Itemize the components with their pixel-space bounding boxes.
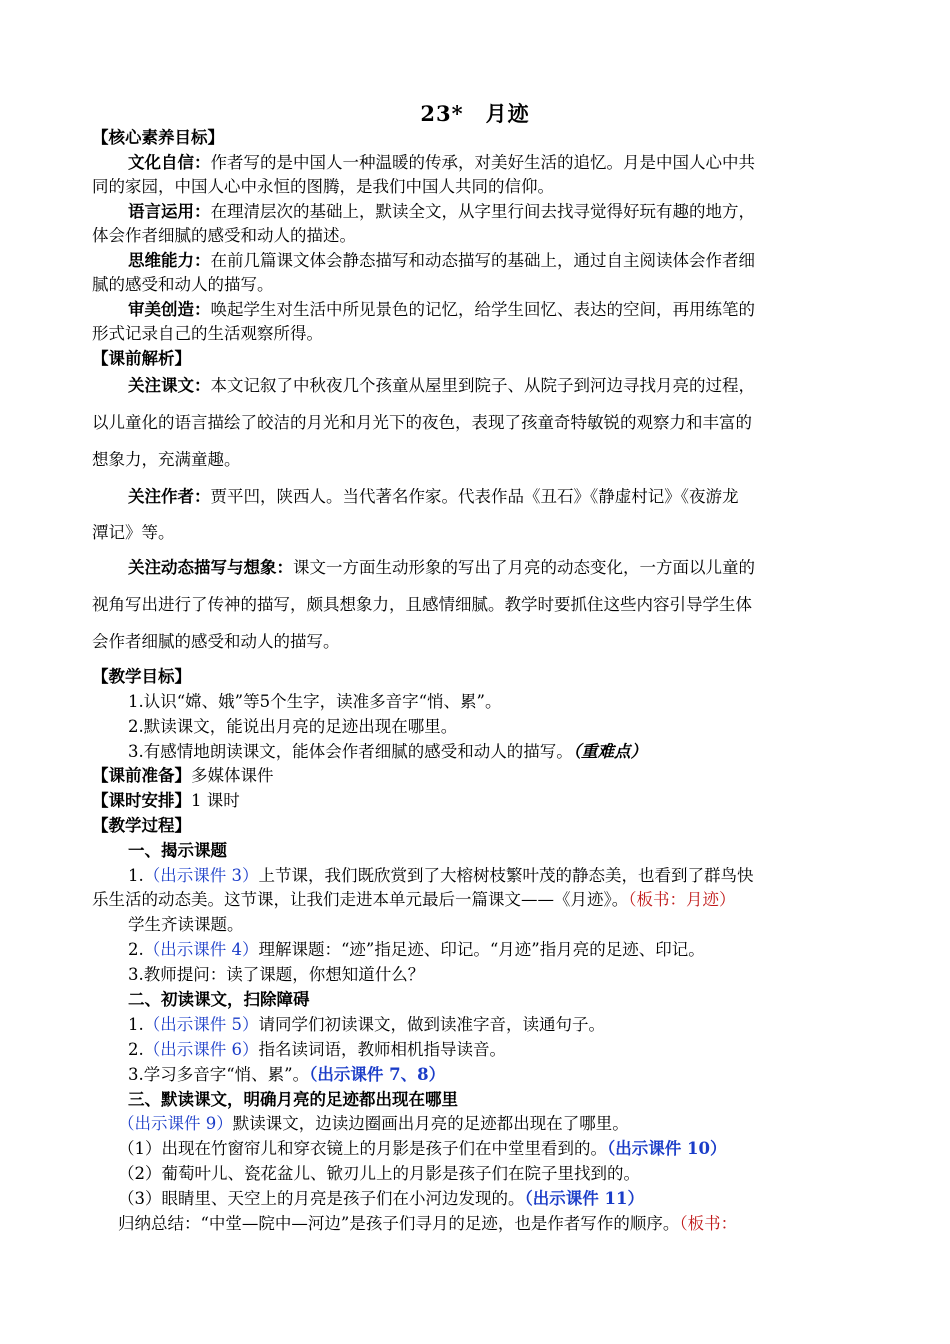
step-1-read: 学生齐读课题。 xyxy=(128,915,244,934)
step-3-intro xyxy=(118,1112,862,1136)
label: 文化自信： xyxy=(128,153,211,172)
heading-pre-analysis: 【课前解析】 xyxy=(92,349,191,368)
num: 1. xyxy=(128,866,144,885)
prep-line xyxy=(92,764,872,788)
schedule-value: 1 课时 xyxy=(191,791,240,810)
teaching-goal-1: 1.认识“嫦、娥”等5个生字，读准多音字“悄、累”。 xyxy=(128,692,502,711)
text: 请同学们初读课文，做到读准字音，读通句子。 xyxy=(258,1015,605,1034)
analysis-text xyxy=(128,374,872,398)
step-2-3 xyxy=(128,1063,872,1087)
analysis-dynamic xyxy=(128,556,872,580)
label: 关注作者： xyxy=(128,487,211,506)
slide-tag: （出示课件 4） xyxy=(143,940,259,959)
text-line: 视角写出进行了传神的描写，颇具想象力，且感情细腻。教学时要抓住这些内容引导学生体 xyxy=(92,595,752,614)
slide-tag: （出示课件 3） xyxy=(143,866,259,885)
step-1-3: 3.教师提问：读了课题，你想知道什么？ xyxy=(128,965,425,984)
text-line: 同的家园，中国人心中永恒的图腾，是我们中国人共同的信仰。 xyxy=(92,177,554,196)
label: 关注课文： xyxy=(128,376,211,395)
text: 在理清层次的基础上，默读全文，从字里行间去找寻觉得好玩有趣的地方， xyxy=(210,202,755,221)
step-3-2: （2）葡萄叶儿、瓷花盆儿、锨刃儿上的月影是孩子们在院子里找到的。 xyxy=(118,1164,640,1183)
teaching-goal-3 xyxy=(128,740,872,764)
step-3-summary xyxy=(118,1212,872,1236)
label: 语言运用： xyxy=(128,202,211,221)
core-goal-language xyxy=(128,200,872,224)
text: 3.学习多音字“悄、累”。 xyxy=(128,1065,310,1084)
step-1-1 xyxy=(128,864,872,888)
step-3-3 xyxy=(118,1187,862,1211)
step-2-2 xyxy=(128,1038,872,1062)
text-line: 以儿童化的语言描绘了皎洁的月光和月光下的夜色，表现了孩童奇特敏锐的观察力和丰富的 xyxy=(92,413,752,432)
text: 理解课题：“迹”指足迹、印记。“月迹”指月亮的足迹、印记。 xyxy=(258,940,705,959)
step-1-2 xyxy=(128,938,872,962)
text-line: 会作者细腻的感受和动人的描写。 xyxy=(92,632,340,651)
slide-tag: （出示课件 11） xyxy=(524,1189,644,1208)
text: 归纳总结：“中堂—院中—河边”是孩子们寻月的足迹，也是作者写作的顺序。 xyxy=(118,1214,680,1233)
text: 贾平凹，陕西人。当代著名作家。代表作品《丑石》《静虚村记》《夜游龙 xyxy=(210,487,739,506)
step-1-1-cont xyxy=(92,888,872,912)
slide-tag: （出示课件 10） xyxy=(607,1139,727,1158)
label: 审美创造： xyxy=(128,300,211,319)
text: 课文一方面生动形象的写出了月亮的动态变化，一方面以儿童的 xyxy=(293,558,755,577)
heading-prep: 【课前准备】 xyxy=(92,766,191,785)
step-3-1 xyxy=(118,1137,862,1161)
text-line: 体会作者细腻的感受和动人的描述。 xyxy=(92,226,356,245)
prep-value: 多媒体课件 xyxy=(191,766,274,785)
analysis-author xyxy=(128,485,872,509)
core-goal-thinking xyxy=(128,249,872,273)
text: 指名读词语，教师相机指导读音。 xyxy=(258,1040,506,1059)
text: （3）眼睛里、天空上的月亮是孩子们在小河边发现的。 xyxy=(118,1189,525,1208)
num: 2. xyxy=(128,1040,144,1059)
text: 唤起学生对生活中所见景色的记忆，给学生回忆、表达的空间，再用练笔的 xyxy=(210,300,755,319)
board-note: （板书：月迹） xyxy=(628,890,736,909)
heading-teaching-goals: 【教学目标】 xyxy=(92,667,191,686)
text: 乐生活的动态美。这节课，让我们走进本单元最后一篇课文——《月迹》。 xyxy=(92,890,629,909)
text: 3.有感情地朗读课文，能体会作者细腻的感受和动人的描写。 xyxy=(128,742,573,761)
slide-tag: （出示课件 5） xyxy=(143,1015,259,1034)
section-1-title: 一、揭示课题 xyxy=(128,841,227,860)
step-2-1 xyxy=(128,1013,872,1037)
text-line: 想象力，充满童趣。 xyxy=(92,450,241,469)
text: 本文记叙了中秋夜几个孩童从屋里到院子、从院子到河边寻找月亮的过程， xyxy=(210,376,755,395)
key-point-tag: （重难点） xyxy=(572,742,647,761)
text: 作者写的是中国人一种温暖的传承，对美好生活的追忆。月是中国人心中共 xyxy=(210,153,755,172)
board-note: （板书： xyxy=(679,1214,738,1233)
text: 上节课，我们既欣赏到了大榕树枝繁叶茂的静态美，也看到了群鸟快 xyxy=(258,866,754,885)
slide-tag: （出示课件 7、8） xyxy=(309,1065,446,1084)
text: 在前几篇课文体会静态描写和动态描写的基础上，通过自主阅读体会作者细 xyxy=(210,251,755,270)
text: （1）出现在竹窗帘儿和穿衣镜上的月影是孩子们在中堂里看到的。 xyxy=(118,1139,607,1158)
text-line: 形式记录自己的生活观察所得。 xyxy=(92,324,323,343)
page-title: 23* 月迹 xyxy=(420,101,530,126)
slide-tag: （出示课件 9） xyxy=(118,1114,233,1133)
num: 2. xyxy=(128,940,144,959)
heading-core-goals: 【核心素养目标】 xyxy=(92,128,224,147)
heading-schedule: 【课时安排】 xyxy=(92,791,191,810)
slide-tag: （出示课件 6） xyxy=(143,1040,259,1059)
label: 思维能力： xyxy=(128,251,211,270)
teaching-goal-2: 2.默读课文，能说出月亮的足迹出现在哪里。 xyxy=(128,717,458,736)
section-2-title: 二、初读课文，扫除障碍 xyxy=(128,990,310,1009)
text-line: 腻的感受和动人的描写。 xyxy=(92,275,274,294)
section-3-title: 三、默读课文，明确月亮的足迹都出现在哪里 xyxy=(128,1090,458,1109)
schedule-line xyxy=(92,789,872,813)
core-goal-aesthetic xyxy=(128,298,872,322)
text-line: 潭记》等。 xyxy=(92,523,175,542)
heading-process: 【教学过程】 xyxy=(92,816,191,835)
num: 1. xyxy=(128,1015,144,1034)
core-goal-culture xyxy=(128,151,872,175)
label: 关注动态描写与想象： xyxy=(128,558,293,577)
text: 默读课文，边读边圈画出月亮的足迹都出现在了哪里。 xyxy=(232,1114,629,1133)
